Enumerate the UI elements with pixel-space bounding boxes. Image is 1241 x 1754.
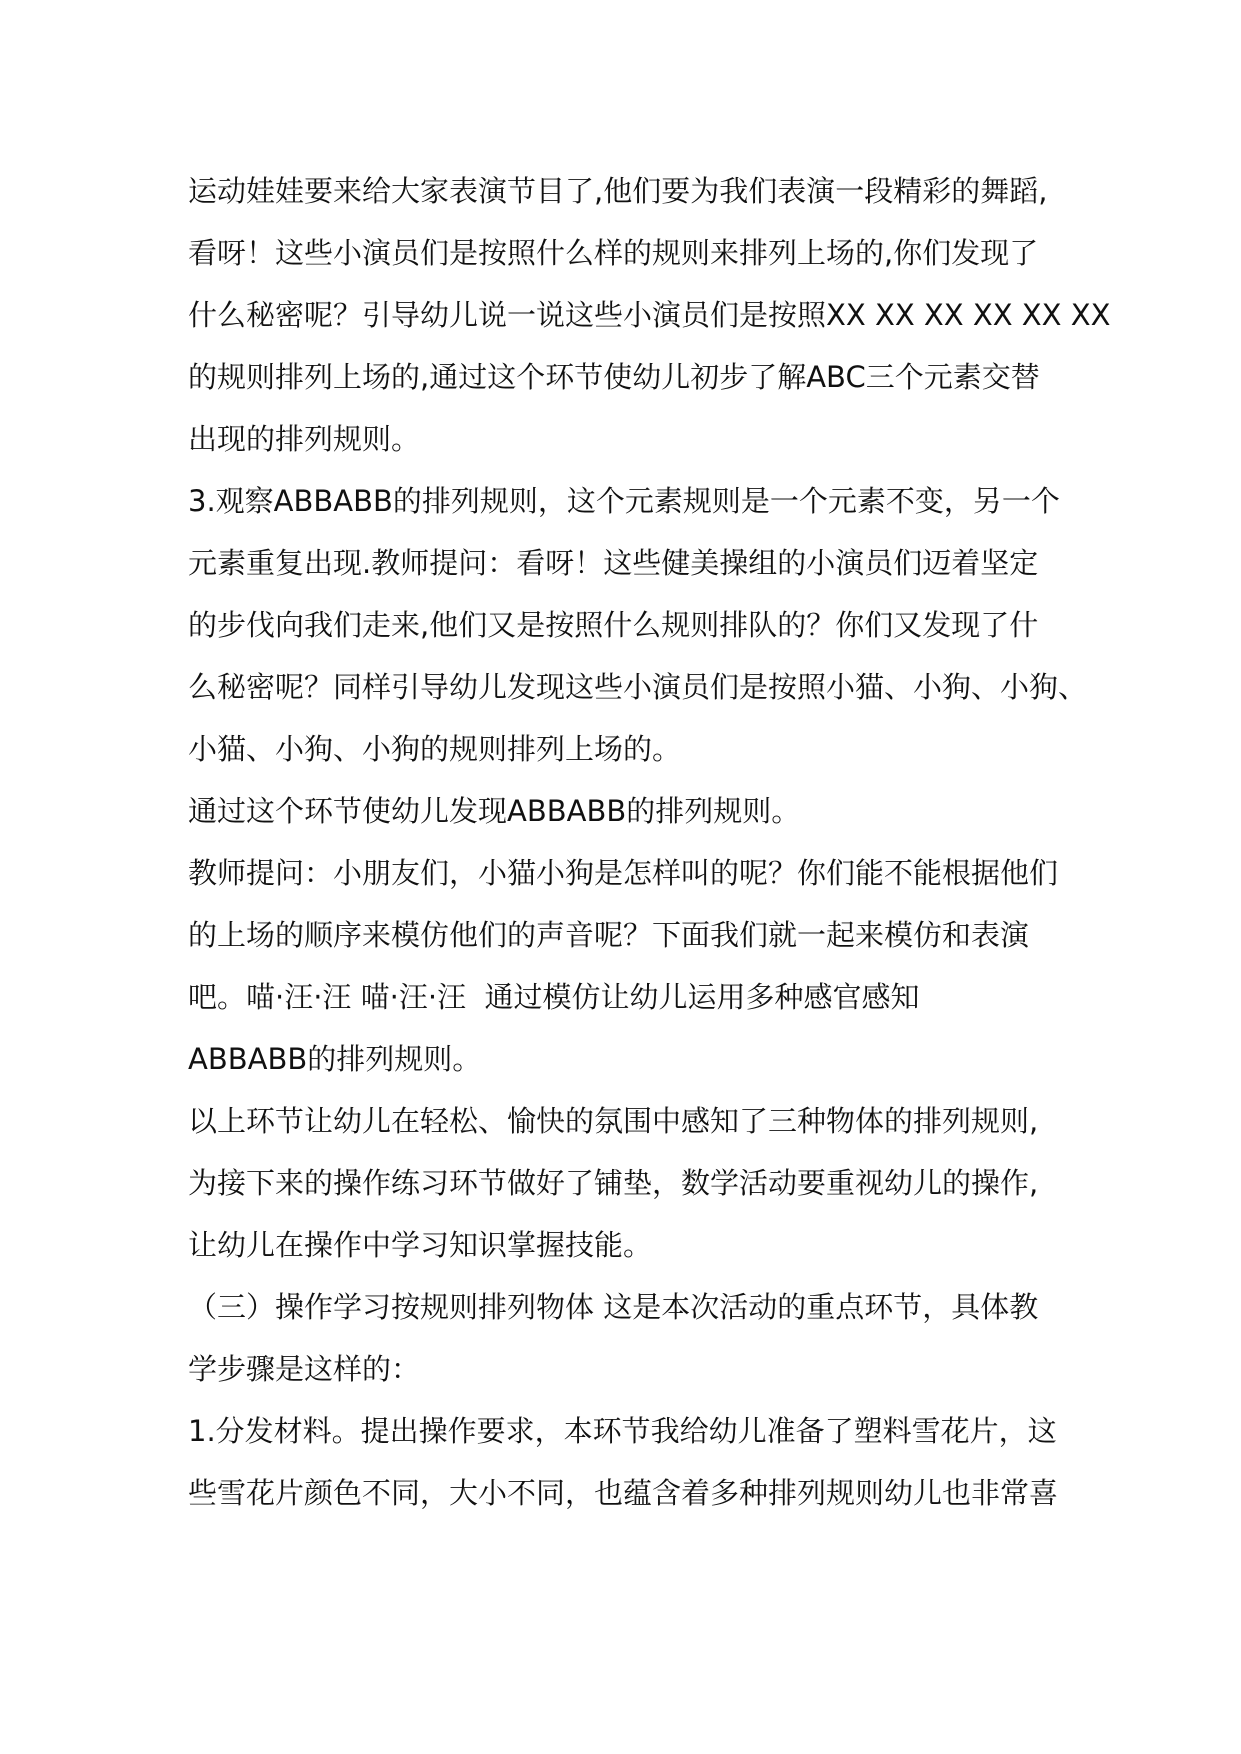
text-line: 小猫、小狗、小狗的规则排列上场的。 <box>188 732 682 766</box>
text-line: 看呀！这些小演员们是按照什么样的规则来排列上场的,你们发现了 <box>188 236 1039 270</box>
text-line: 为接下来的操作练习环节做好了铺垫，数学活动要重视幼儿的操作, <box>188 1166 1039 1200</box>
text-line: 学步骤是这样的： <box>188 1352 421 1386</box>
text-line: 的规则排列上场的,通过这个环节使幼儿初步了解ABC三个元素交替 <box>188 360 1040 394</box>
text-line: ABBABB的排列规则。 <box>188 1042 482 1076</box>
text-line: 以上环节让幼儿在轻松、愉快的氛围中感知了三种物体的排列规则, <box>188 1104 1039 1138</box>
text-line: 什么秘密呢？引导幼儿说一说这些小演员们是按照XX XX XX XX XX XX <box>188 298 1111 332</box>
text-line: （三）操作学习按规则排列物体 这是本次活动的重点环节，具体教 <box>188 1290 1039 1324</box>
text-line: 的上场的顺序来模仿他们的声音呢？下面我们就一起来模仿和表演 <box>188 918 1030 952</box>
text-line: 么秘密呢？同样引导幼儿发现这些小演员们是按照小猫、小狗、小狗、 <box>188 670 1088 704</box>
text-line: 让幼儿在操作中学习知识掌握技能。 <box>188 1228 653 1262</box>
text-line: 教师提问：小朋友们，小猫小狗是怎样叫的呢？你们能不能根据他们 <box>188 856 1059 890</box>
text-line: 出现的排列规则。 <box>188 422 421 456</box>
text-line: 些雪花片颜色不同，大小不同，也蕴含着多种排列规则幼儿也非常喜 <box>188 1476 1059 1510</box>
text-line: 3.观察ABBABB的排列规则，这个元素规则是一个元素不变，另一个 <box>188 484 1060 518</box>
text-line: 通过这个环节使幼儿发现ABBABB的排列规则。 <box>188 794 801 828</box>
body-text <box>188 160 1111 1524</box>
text-line: 运动娃娃要来给大家表演节目了,他们要为我们表演一段精彩的舞蹈, <box>188 174 1048 208</box>
text-line: 元素重复出现.教师提问：看呀！这些健美操组的小演员们迈着坚定 <box>188 546 1039 580</box>
text-line: 1.分发材料。提出操作要求，本环节我给幼儿准备了塑料雪花片，这 <box>188 1414 1057 1448</box>
text-line: 吧。喵·汪·汪 喵·汪·汪 通过模仿让幼儿运用多种感官感知 <box>188 980 920 1014</box>
text-line: 的步伐向我们走来,他们又是按照什么规则排队的？你们又发现了什 <box>188 608 1039 642</box>
